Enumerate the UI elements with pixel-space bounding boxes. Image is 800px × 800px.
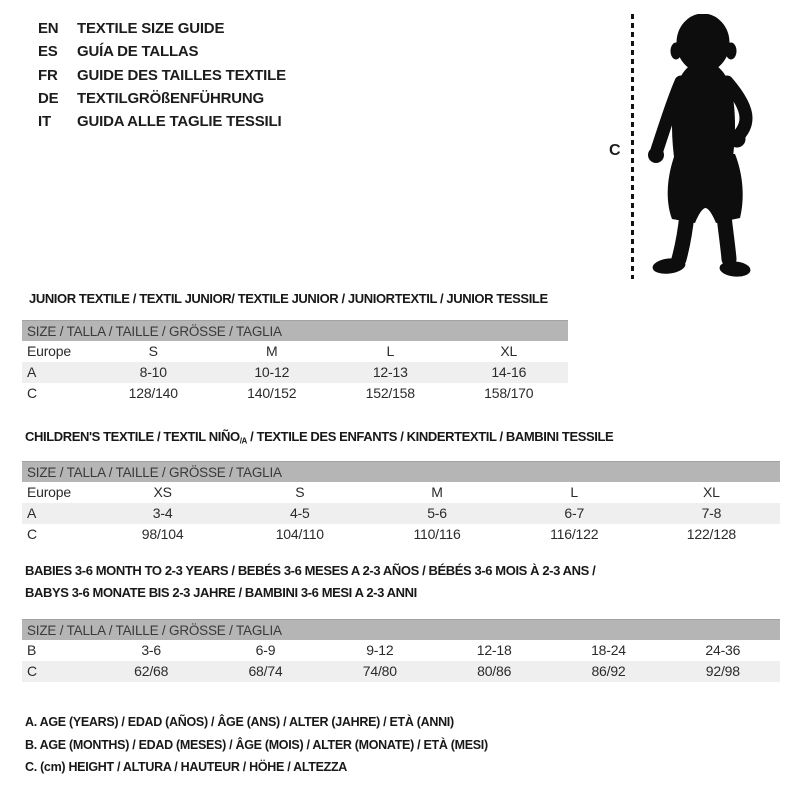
value-cell: 86/92 <box>591 663 626 679</box>
value-cell: 110/116 <box>413 526 461 542</box>
value-cell: 6-9 <box>255 642 276 658</box>
value-cell: 92/98 <box>705 663 740 679</box>
note-age-months: B. AGE (MONTHS) / EDAD (MESES) / ÂGE (MOIS) / ALTER (MONATE) / ETÀ (MESI) <box>25 737 488 752</box>
table-row-age-years <box>22 362 568 383</box>
row-label: A <box>27 364 37 380</box>
table-row-europe <box>22 341 568 362</box>
children-section-title <box>25 429 613 445</box>
value-cell: 9-12 <box>366 642 394 658</box>
value-cell: 18-24 <box>591 642 626 658</box>
language-title-list <box>38 17 286 133</box>
value-cell: 3-4 <box>152 505 173 521</box>
junior-size-table <box>22 320 568 404</box>
size-cell: S <box>295 484 305 500</box>
language-row-es <box>38 40 286 63</box>
value-cell: 122/128 <box>686 526 737 542</box>
junior-section-title: JUNIOR TEXTILE / TEXTIL JUNIOR/ TEXTILE JUNIOR / JUNIORTEXTIL / JUNIOR TESSILE <box>29 291 548 306</box>
row-label: C <box>27 385 37 401</box>
language-row-fr <box>38 64 286 87</box>
language-code: DE <box>38 90 59 108</box>
value-cell: 12-18 <box>476 642 512 658</box>
guide-title-it: GUIDA ALLE TAGLIE TESSILI <box>77 113 282 131</box>
size-table-header: SIZE / TALLA / TAILLE / GRÖSSE / TAGLIA <box>22 619 780 640</box>
row-label: Europe <box>27 343 71 359</box>
legend-notes <box>25 711 488 779</box>
value-cell: 4-5 <box>289 505 310 521</box>
language-row-it <box>38 110 286 133</box>
value-cell: 6-7 <box>564 505 585 521</box>
size-cell: XS <box>153 484 172 500</box>
size-cell: XL <box>703 484 720 500</box>
height-measure-label: C <box>609 142 621 159</box>
value-cell: 10-12 <box>254 364 290 380</box>
value-cell: 68/74 <box>248 663 283 679</box>
value-cell: 128/140 <box>128 385 178 401</box>
size-table-header: SIZE / TALLA / TAILLE / GRÖSSE / TAGLIA <box>22 320 568 341</box>
value-cell: 12-13 <box>372 364 408 380</box>
table-row-height-cm <box>22 524 780 545</box>
size-cell: M <box>266 343 278 359</box>
value-cell: 140/152 <box>247 385 297 401</box>
row-label: A <box>27 505 37 521</box>
value-cell: 3-6 <box>141 642 161 658</box>
size-cell: XL <box>500 343 518 359</box>
size-cell: S <box>148 343 158 359</box>
language-code: IT <box>38 113 51 131</box>
language-row-de <box>38 87 286 110</box>
toddler-silhouette-icon <box>645 14 758 279</box>
value-cell: 80/86 <box>477 663 512 679</box>
language-code: EN <box>38 20 59 38</box>
size-cell: M <box>431 484 443 500</box>
row-label: B <box>27 642 37 658</box>
children-title-text: CHILDREN'S TEXTILE / TEXTIL NIÑO <box>25 429 240 444</box>
value-cell: 14-16 <box>491 364 527 380</box>
value-cell: 62/68 <box>134 663 169 679</box>
guide-title-en: TEXTILE SIZE GUIDE <box>77 20 225 38</box>
language-code: FR <box>38 66 58 84</box>
value-cell: 158/170 <box>484 385 534 401</box>
table-row-height-cm <box>22 661 780 682</box>
babies-title-line1: BABIES 3-6 MONTH TO 2-3 YEARS / BEBÉS 3-6 MESES A 2-3 AÑOS / BÉBÉS 3-6 MOIS À 2-3 ANS / <box>25 563 596 578</box>
size-cell: L <box>570 484 578 500</box>
children-title-text: / TEXTILE DES ENFANTS / KINDERTEXTIL / BAMBINI TESSILE <box>246 429 614 444</box>
value-cell: 74/80 <box>362 663 397 679</box>
row-label: C <box>27 526 37 542</box>
value-cell: 5-6 <box>427 505 447 521</box>
row-label: Europe <box>27 484 71 500</box>
value-cell: 116/122 <box>550 526 599 542</box>
note-height-cm: C. (cm) HEIGHT / ALTURA / HAUTEUR / HÖHE / ALTEZZA <box>25 760 348 774</box>
children-size-table <box>22 461 780 545</box>
language-code: ES <box>38 43 58 61</box>
value-cell: 98/104 <box>141 526 184 542</box>
babies-size-table <box>22 619 780 682</box>
guide-title-de: TEXTILGRÖßENFÜHRUNG <box>77 90 265 108</box>
language-row-en <box>38 17 286 40</box>
value-cell: 152/158 <box>365 385 415 401</box>
table-row-height-cm <box>22 383 568 404</box>
babies-section-title <box>25 560 595 604</box>
guide-title-es: GUÍA DE TALLAS <box>77 43 199 61</box>
value-cell: 104/110 <box>275 526 324 542</box>
table-row-europe <box>22 482 780 503</box>
size-table-header: SIZE / TALLA / TAILLE / GRÖSSE / TAGLIA <box>22 461 780 482</box>
value-cell: 7-8 <box>701 505 722 521</box>
babies-title-line2: BABYS 3-6 MONATE BIS 2-3 JAHRE / BAMBINI 3-6 MESI A 2-3 ANNI <box>25 585 417 600</box>
value-cell: 24-36 <box>705 642 741 658</box>
guide-title-fr: GUIDE DES TAILLES TEXTILE <box>77 66 286 84</box>
value-cell: 8-10 <box>139 364 167 380</box>
note-age-years: A. AGE (YEARS) / EDAD (AÑOS) / ÂGE (ANS) / ALTER (JAHRE) / ETÀ (ANNI) <box>25 715 454 729</box>
table-row-age-years <box>22 503 780 524</box>
size-cell: L <box>386 343 395 359</box>
row-label: C <box>27 663 37 679</box>
height-measure-dashed-line <box>631 14 634 279</box>
table-row-age-months <box>22 640 780 661</box>
children-title-subscript: /A <box>239 436 247 446</box>
